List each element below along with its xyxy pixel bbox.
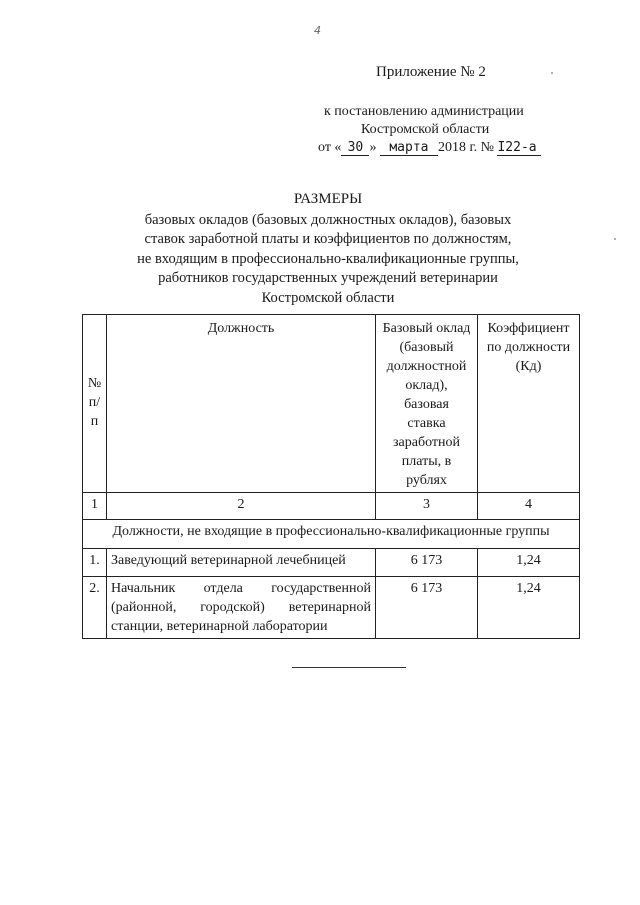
column-index-row xyxy=(83,493,580,520)
header-coefficient-cell xyxy=(478,315,580,493)
closing-divider-line xyxy=(292,667,406,668)
header-salary-line: заработной xyxy=(393,435,460,450)
header-salary-line: ставка xyxy=(407,416,446,431)
title-line: работников государственных учреждений ветеринарии xyxy=(158,270,498,286)
row-position-line: Начальник отдела государственной xyxy=(111,581,371,596)
header-salary-cell xyxy=(376,315,478,493)
date-month-handwritten: марта xyxy=(380,141,438,156)
row-position-line: станции, ветеринарной лаборатории xyxy=(111,619,328,634)
header-salary-line: базовая xyxy=(404,397,449,412)
table-row xyxy=(83,577,580,639)
group-title-row xyxy=(83,520,580,549)
date-year: 2018 г. № xyxy=(437,140,494,155)
column-index-cell: 3 xyxy=(376,493,478,520)
header-salary-line: рублях xyxy=(406,473,447,488)
date-prefix: от « xyxy=(318,140,342,155)
column-index-cell: 4 xyxy=(478,493,580,520)
scan-speck xyxy=(614,238,616,240)
document-title xyxy=(80,190,576,308)
reference-line-1: к постановлению администрации xyxy=(324,104,524,119)
annex-title: Приложение № 2 xyxy=(376,64,486,80)
row-coefficient: 1,24 xyxy=(478,577,580,639)
document-number-handwritten: I22-а xyxy=(497,141,541,156)
row-number: 2. xyxy=(83,577,107,639)
date-day-handwritten: 30 xyxy=(341,141,369,156)
row-position xyxy=(107,577,376,639)
table-header-row xyxy=(83,315,580,493)
title-line: не входящим в профессионально-квалификационные группы, xyxy=(137,250,519,267)
header-salary-line: оклад), xyxy=(405,378,448,393)
row-number: 1. xyxy=(83,549,107,577)
header-position-cell: Должность xyxy=(107,315,376,493)
header-coef-line: Коэффициент xyxy=(487,321,570,336)
reference-date-line xyxy=(318,140,541,156)
row-position: Заведующий ветеринарной лечебницей xyxy=(107,549,376,577)
header-num-cell xyxy=(83,315,107,493)
page-number-mark: 4 xyxy=(314,24,321,37)
header-salary-line: должностной xyxy=(386,359,467,374)
header-num-line: № xyxy=(87,376,102,391)
table-row xyxy=(83,549,580,577)
group-title-cell: Должности, не входящие в профессионально-квалификационные группы xyxy=(83,520,580,549)
date-mid: » xyxy=(369,140,377,155)
title-line: Костромской области xyxy=(261,289,395,306)
header-salary-line: Базовый оклад xyxy=(382,321,471,336)
column-index-cell: 2 xyxy=(107,493,376,520)
row-coefficient: 1,24 xyxy=(478,549,580,577)
title-line: ставок заработной платы и коэффициентов по должностям, xyxy=(144,231,512,247)
header-coef-line: (Кд) xyxy=(515,359,542,374)
salary-table xyxy=(82,314,580,639)
header-salary-line: (базовый xyxy=(399,340,454,355)
reference-line-2: Костромской области xyxy=(361,122,490,137)
column-index-cell: 1 xyxy=(83,493,107,520)
header-coef-line: по должности xyxy=(486,340,571,355)
header-salary-line: платы, в xyxy=(401,454,452,469)
scan-speck xyxy=(551,72,553,74)
header-num-line: п/п xyxy=(88,395,101,429)
title-line: базовых окладов (базовых должностных окладов), базовых xyxy=(144,211,512,228)
row-salary: 6 173 xyxy=(376,549,478,577)
row-salary: 6 173 xyxy=(376,577,478,639)
row-position-line: (районной, городской) ветеринарной xyxy=(111,600,371,615)
title-heading: РАЗМЕРЫ xyxy=(293,191,363,207)
